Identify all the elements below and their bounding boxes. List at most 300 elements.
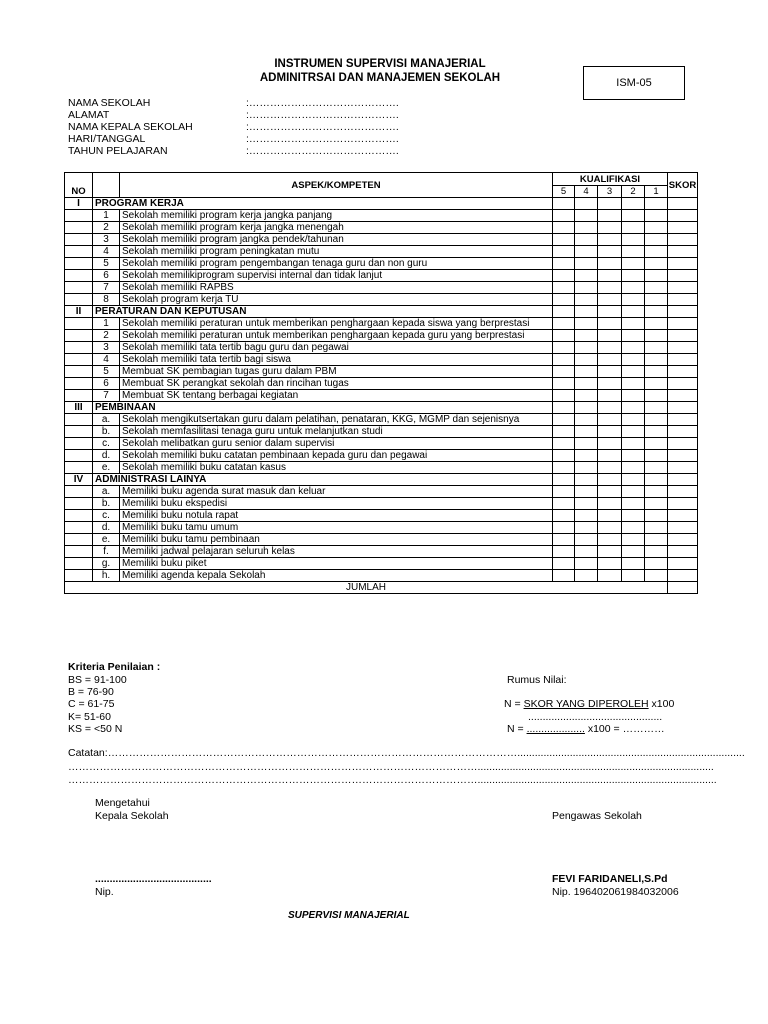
score-cell[interactable] xyxy=(575,258,598,270)
table-row xyxy=(65,354,698,366)
score-cell[interactable] xyxy=(622,462,645,474)
item-number: 6 xyxy=(93,270,120,282)
empty-cell xyxy=(65,498,93,510)
section-number: II xyxy=(65,306,93,318)
score-cell[interactable] xyxy=(598,522,622,534)
score-cell[interactable] xyxy=(575,402,598,414)
score-cell[interactable] xyxy=(645,282,668,294)
skor-cell[interactable] xyxy=(668,318,698,330)
criteria-item: KS = <50 N xyxy=(68,722,123,735)
empty-cell xyxy=(65,510,93,522)
item-number: 2 xyxy=(93,222,120,234)
section-row xyxy=(65,306,698,318)
score-cell[interactable] xyxy=(645,246,668,258)
score-cell[interactable] xyxy=(553,246,575,258)
score-cell[interactable] xyxy=(645,498,668,510)
score-header-3: 3 xyxy=(598,186,622,198)
score-cell[interactable] xyxy=(553,342,575,354)
score-cell[interactable] xyxy=(622,546,645,558)
score-cell[interactable] xyxy=(645,318,668,330)
table-row xyxy=(65,510,698,522)
item-text: Sekolah memiliki peraturan untuk memberikan penghargaan kepada guru yang berprestasi xyxy=(120,330,553,342)
skor-cell[interactable] xyxy=(668,294,698,306)
skor-cell[interactable] xyxy=(668,222,698,234)
item-number: 8 xyxy=(93,294,120,306)
info-label: HARI/TANGGAL xyxy=(68,133,146,145)
skor-cell[interactable] xyxy=(668,486,698,498)
score-cell[interactable] xyxy=(598,378,622,390)
table-row xyxy=(65,462,698,474)
item-number: a. xyxy=(93,486,120,498)
score-cell[interactable] xyxy=(645,414,668,426)
info-label: ALAMAT xyxy=(68,109,110,121)
score-cell[interactable] xyxy=(553,390,575,402)
score-cell[interactable] xyxy=(645,510,668,522)
section-title: PEMBINAAN xyxy=(93,402,553,414)
table-row xyxy=(65,546,698,558)
empty-cell xyxy=(65,222,93,234)
skor-cell[interactable] xyxy=(668,462,698,474)
score-cell[interactable] xyxy=(645,210,668,222)
formula-title: Rumus Nilai: xyxy=(507,674,567,686)
item-number: 2 xyxy=(93,330,120,342)
empty-cell xyxy=(65,210,93,222)
item-text: Sekolah memiliki program peningkatan mutu xyxy=(120,246,553,258)
skor-cell[interactable] xyxy=(668,474,698,486)
score-cell[interactable] xyxy=(553,366,575,378)
skor-cell[interactable] xyxy=(668,258,698,270)
score-cell[interactable] xyxy=(553,318,575,330)
info-value[interactable]: :……………………………………. xyxy=(246,97,399,109)
score-cell[interactable] xyxy=(575,270,598,282)
section-number: III xyxy=(65,402,93,414)
score-cell[interactable] xyxy=(575,354,598,366)
sign-left-nip: Nip. xyxy=(95,886,114,898)
table-row xyxy=(65,366,698,378)
score-cell[interactable] xyxy=(553,306,575,318)
score-cell[interactable] xyxy=(622,450,645,462)
score-cell[interactable] xyxy=(553,438,575,450)
item-number: h. xyxy=(93,570,120,582)
empty-cell xyxy=(65,486,93,498)
score-cell[interactable] xyxy=(575,546,598,558)
score-cell[interactable] xyxy=(622,258,645,270)
info-value[interactable]: :……………………………………. xyxy=(246,121,399,133)
skor-cell[interactable] xyxy=(668,342,698,354)
form-code-box: ISM-05 xyxy=(583,66,685,100)
skor-cell[interactable] xyxy=(668,546,698,558)
score-cell[interactable] xyxy=(575,534,598,546)
empty-cell xyxy=(65,318,93,330)
skor-cell[interactable] xyxy=(668,366,698,378)
section-title: PROGRAM KERJA xyxy=(93,198,553,210)
table-row xyxy=(65,246,698,258)
score-cell[interactable] xyxy=(645,198,668,210)
score-cell[interactable] xyxy=(553,402,575,414)
item-number: c. xyxy=(93,438,120,450)
score-cell[interactable] xyxy=(598,342,622,354)
score-cell[interactable] xyxy=(645,426,668,438)
header-aspek: ASPEK/KOMPETEN xyxy=(120,173,553,198)
table-row xyxy=(65,570,698,582)
score-cell[interactable] xyxy=(598,534,622,546)
info-label: NAMA SEKOLAH xyxy=(68,97,151,109)
score-cell[interactable] xyxy=(645,474,668,486)
score-cell[interactable] xyxy=(553,510,575,522)
score-header-4: 4 xyxy=(575,186,598,198)
score-cell[interactable] xyxy=(553,534,575,546)
skor-cell[interactable] xyxy=(668,402,698,414)
score-cell[interactable] xyxy=(575,462,598,474)
score-cell[interactable] xyxy=(598,462,622,474)
skor-cell[interactable] xyxy=(668,414,698,426)
item-text: Sekolah memiliki buku catatan kasus xyxy=(120,462,553,474)
score-cell[interactable] xyxy=(598,558,622,570)
score-cell[interactable] xyxy=(622,402,645,414)
score-cell[interactable] xyxy=(575,438,598,450)
score-cell[interactable] xyxy=(598,438,622,450)
score-cell[interactable] xyxy=(622,414,645,426)
score-cell[interactable] xyxy=(575,450,598,462)
formula-line-2: N = .................... x100 = ………… xyxy=(507,723,665,735)
score-cell[interactable] xyxy=(553,354,575,366)
score-cell[interactable] xyxy=(575,198,598,210)
item-text: Sekolah memiliki buku catatan pembinaan kepada guru dan pegawai xyxy=(120,450,553,462)
skor-cell[interactable] xyxy=(668,270,698,282)
score-cell[interactable] xyxy=(575,246,598,258)
score-cell[interactable] xyxy=(622,498,645,510)
score-cell[interactable] xyxy=(598,258,622,270)
score-cell[interactable] xyxy=(553,198,575,210)
sign-left-line2: Kepala Sekolah xyxy=(95,810,169,822)
score-cell[interactable] xyxy=(598,414,622,426)
score-cell[interactable] xyxy=(575,366,598,378)
score-cell[interactable] xyxy=(598,570,622,582)
skor-cell[interactable] xyxy=(668,426,698,438)
score-cell[interactable] xyxy=(598,246,622,258)
item-text: Memiliki buku tamu umum xyxy=(120,522,553,534)
score-cell[interactable] xyxy=(645,546,668,558)
table-row xyxy=(65,486,698,498)
skor-cell[interactable] xyxy=(668,534,698,546)
score-cell[interactable] xyxy=(575,378,598,390)
empty-cell xyxy=(65,270,93,282)
score-cell[interactable] xyxy=(575,222,598,234)
score-cell[interactable] xyxy=(622,282,645,294)
empty-cell xyxy=(65,354,93,366)
item-text: Memiliki buku piket xyxy=(120,558,553,570)
item-number: b. xyxy=(93,426,120,438)
score-cell[interactable] xyxy=(622,246,645,258)
skor-cell[interactable] xyxy=(668,210,698,222)
skor-cell[interactable] xyxy=(668,198,698,210)
score-cell[interactable] xyxy=(622,354,645,366)
score-cell[interactable] xyxy=(645,342,668,354)
info-value[interactable]: :……………………………………. xyxy=(246,133,399,145)
score-cell[interactable] xyxy=(553,330,575,342)
score-cell[interactable] xyxy=(645,234,668,246)
criteria-title: Kriteria Penilaian : xyxy=(68,661,161,673)
score-cell[interactable] xyxy=(598,234,622,246)
item-number: d. xyxy=(93,522,120,534)
score-cell[interactable] xyxy=(645,450,668,462)
score-cell[interactable] xyxy=(575,522,598,534)
score-cell[interactable] xyxy=(553,462,575,474)
score-cell[interactable] xyxy=(553,270,575,282)
item-number: d. xyxy=(93,450,120,462)
table-row xyxy=(65,498,698,510)
empty-cell xyxy=(65,366,93,378)
score-cell[interactable] xyxy=(575,210,598,222)
table-row xyxy=(65,318,698,330)
score-cell[interactable] xyxy=(598,222,622,234)
item-text: Memiliki agenda kepala Sekolah xyxy=(120,570,553,582)
item-text: Sekolah memfasilitasi tenaga guru untuk melanjutkan studi xyxy=(120,426,553,438)
score-cell[interactable] xyxy=(645,330,668,342)
score-cell[interactable] xyxy=(645,462,668,474)
table-row xyxy=(65,210,698,222)
skor-cell[interactable] xyxy=(668,558,698,570)
skor-cell[interactable] xyxy=(668,378,698,390)
skor-cell[interactable] xyxy=(668,234,698,246)
score-cell[interactable] xyxy=(622,474,645,486)
score-cell[interactable] xyxy=(622,522,645,534)
item-text: Sekolah memiliki peraturan untuk memberikan penghargaan kepada siswa yang berprestasi xyxy=(120,318,553,330)
score-cell[interactable] xyxy=(645,306,668,318)
score-cell[interactable] xyxy=(622,378,645,390)
section-number: IV xyxy=(65,474,93,486)
score-cell[interactable] xyxy=(575,486,598,498)
section-row xyxy=(65,402,698,414)
score-cell[interactable] xyxy=(622,558,645,570)
score-cell[interactable] xyxy=(553,414,575,426)
sign-left-line1: Mengetahui xyxy=(95,797,150,809)
score-cell[interactable] xyxy=(645,522,668,534)
score-cell[interactable] xyxy=(645,486,668,498)
empty-cell xyxy=(65,450,93,462)
score-cell[interactable] xyxy=(575,294,598,306)
table-row xyxy=(65,390,698,402)
empty-cell xyxy=(65,234,93,246)
score-cell[interactable] xyxy=(575,558,598,570)
score-cell[interactable] xyxy=(598,486,622,498)
item-text: Memiliki buku agenda surat masuk dan keluar xyxy=(120,486,553,498)
score-cell[interactable] xyxy=(553,570,575,582)
score-cell[interactable] xyxy=(598,198,622,210)
score-cell[interactable] xyxy=(575,342,598,354)
score-cell[interactable] xyxy=(598,510,622,522)
score-cell[interactable] xyxy=(622,222,645,234)
score-cell[interactable] xyxy=(575,318,598,330)
notes-line-1: Catatan:……………………………………………………………………………………………………….............................................................................. xyxy=(68,747,745,759)
score-cell[interactable] xyxy=(553,522,575,534)
score-cell[interactable] xyxy=(645,390,668,402)
item-text: Sekolah melibatkan guru senior dalam supervisi xyxy=(120,438,553,450)
score-cell[interactable] xyxy=(553,486,575,498)
item-text: Memiliki buku notula rapat xyxy=(120,510,553,522)
empty-cell xyxy=(65,330,93,342)
formula-line-1: N = SKOR YANG DIPEROLEH x100 xyxy=(504,698,675,710)
score-cell[interactable] xyxy=(645,570,668,582)
score-cell[interactable] xyxy=(598,330,622,342)
total-skor-cell[interactable] xyxy=(668,582,698,594)
score-cell[interactable] xyxy=(622,306,645,318)
skor-cell[interactable] xyxy=(668,438,698,450)
score-cell[interactable] xyxy=(645,558,668,570)
info-value[interactable]: :……………………………………. xyxy=(246,145,399,157)
score-cell[interactable] xyxy=(598,498,622,510)
item-text: Sekolah memiliki tata tertib bagu guru dan pegawai xyxy=(120,342,553,354)
score-cell[interactable] xyxy=(622,390,645,402)
score-cell[interactable] xyxy=(598,390,622,402)
score-header-1: 1 xyxy=(645,186,668,198)
item-number: f. xyxy=(93,546,120,558)
item-text: Membuat SK perangkat sekolah dan rincihan tugas xyxy=(120,378,553,390)
item-text: Sekolah memiliki RAPBS xyxy=(120,282,553,294)
skor-cell[interactable] xyxy=(668,246,698,258)
section-row xyxy=(65,198,698,210)
score-cell[interactable] xyxy=(622,426,645,438)
skor-cell[interactable] xyxy=(668,306,698,318)
total-label: JUMLAH xyxy=(65,582,668,594)
score-cell[interactable] xyxy=(645,354,668,366)
score-cell[interactable] xyxy=(598,402,622,414)
skor-cell[interactable] xyxy=(668,282,698,294)
score-cell[interactable] xyxy=(645,438,668,450)
score-cell[interactable] xyxy=(575,390,598,402)
score-cell[interactable] xyxy=(553,498,575,510)
header-skor: SKOR xyxy=(668,173,698,198)
score-cell[interactable] xyxy=(553,282,575,294)
score-cell[interactable] xyxy=(575,426,598,438)
score-cell[interactable] xyxy=(622,486,645,498)
score-cell[interactable] xyxy=(598,210,622,222)
skor-cell[interactable] xyxy=(668,570,698,582)
score-cell[interactable] xyxy=(598,318,622,330)
score-cell[interactable] xyxy=(553,222,575,234)
score-cell[interactable] xyxy=(553,546,575,558)
item-text: Memiliki buku tamu pembinaan xyxy=(120,534,553,546)
item-text: Sekolah memiliki program jangka pendek/tahunan xyxy=(120,234,553,246)
score-cell[interactable] xyxy=(575,306,598,318)
header-subno xyxy=(93,173,120,198)
score-cell[interactable] xyxy=(553,378,575,390)
score-cell[interactable] xyxy=(645,222,668,234)
score-cell[interactable] xyxy=(645,378,668,390)
empty-cell xyxy=(65,558,93,570)
score-cell[interactable] xyxy=(645,366,668,378)
item-number: 5 xyxy=(93,258,120,270)
item-text: Sekolah memiliki program kerja jangka menengah xyxy=(120,222,553,234)
info-value[interactable]: :……………………………………. xyxy=(246,109,399,121)
score-cell[interactable] xyxy=(645,270,668,282)
notes-line-3: ……………………………………………………………………………………………………….................................................................................. xyxy=(68,774,717,786)
score-cell[interactable] xyxy=(598,282,622,294)
item-text: Sekolah memiliki tata tertib bagi siswa xyxy=(120,354,553,366)
score-cell[interactable] xyxy=(575,414,598,426)
score-cell[interactable] xyxy=(622,438,645,450)
score-cell[interactable] xyxy=(575,570,598,582)
score-cell[interactable] xyxy=(622,210,645,222)
score-cell[interactable] xyxy=(553,234,575,246)
skor-cell[interactable] xyxy=(668,354,698,366)
skor-cell[interactable] xyxy=(668,330,698,342)
score-cell[interactable] xyxy=(575,282,598,294)
score-cell[interactable] xyxy=(598,366,622,378)
skor-cell[interactable] xyxy=(668,390,698,402)
score-cell[interactable] xyxy=(645,534,668,546)
score-cell[interactable] xyxy=(598,474,622,486)
score-cell[interactable] xyxy=(553,258,575,270)
score-cell[interactable] xyxy=(622,234,645,246)
item-number: g. xyxy=(93,558,120,570)
empty-cell xyxy=(65,246,93,258)
skor-cell[interactable] xyxy=(668,498,698,510)
score-cell[interactable] xyxy=(645,402,668,414)
score-cell[interactable] xyxy=(598,426,622,438)
score-cell[interactable] xyxy=(622,270,645,282)
score-cell[interactable] xyxy=(553,450,575,462)
item-text: Memiliki jadwal pelajaran seluruh kelas xyxy=(120,546,553,558)
score-cell[interactable] xyxy=(598,294,622,306)
score-cell[interactable] xyxy=(575,510,598,522)
skor-cell[interactable] xyxy=(668,510,698,522)
skor-cell[interactable] xyxy=(668,522,698,534)
item-number: 5 xyxy=(93,366,120,378)
score-cell[interactable] xyxy=(598,450,622,462)
score-cell[interactable] xyxy=(622,510,645,522)
notes-line-2: ………………………………………………………………………………………………………................................................................................. xyxy=(68,761,714,773)
table-row xyxy=(65,282,698,294)
score-cell[interactable] xyxy=(622,330,645,342)
score-cell[interactable] xyxy=(553,474,575,486)
score-cell[interactable] xyxy=(622,294,645,306)
sign-right-nip: Nip. 196402061984032006 xyxy=(552,886,679,898)
score-cell[interactable] xyxy=(553,426,575,438)
school-info-block xyxy=(68,97,399,157)
score-cell[interactable] xyxy=(645,294,668,306)
formula-denominator: .............................................. xyxy=(528,711,663,723)
score-cell[interactable] xyxy=(598,306,622,318)
item-number: 1 xyxy=(93,318,120,330)
score-cell[interactable] xyxy=(645,258,668,270)
skor-cell[interactable] xyxy=(668,450,698,462)
score-cell[interactable] xyxy=(622,342,645,354)
score-cell[interactable] xyxy=(575,474,598,486)
score-cell[interactable] xyxy=(553,210,575,222)
sign-right-name: FEVI FARIDANELI,S.Pd xyxy=(552,873,668,885)
score-cell[interactable] xyxy=(622,366,645,378)
score-cell[interactable] xyxy=(598,546,622,558)
score-cell[interactable] xyxy=(598,354,622,366)
score-cell[interactable] xyxy=(575,498,598,510)
score-cell[interactable] xyxy=(622,198,645,210)
empty-cell xyxy=(65,390,93,402)
score-cell[interactable] xyxy=(622,570,645,582)
score-cell[interactable] xyxy=(575,234,598,246)
item-number: 4 xyxy=(93,246,120,258)
item-number: 4 xyxy=(93,354,120,366)
header-kualifikasi: KUALIFIKASI xyxy=(553,173,668,186)
score-cell[interactable] xyxy=(553,558,575,570)
score-cell[interactable] xyxy=(622,318,645,330)
score-cell[interactable] xyxy=(553,294,575,306)
score-cell[interactable] xyxy=(598,270,622,282)
score-cell[interactable] xyxy=(622,534,645,546)
score-cell[interactable] xyxy=(575,330,598,342)
table-row xyxy=(65,558,698,570)
empty-cell xyxy=(65,258,93,270)
